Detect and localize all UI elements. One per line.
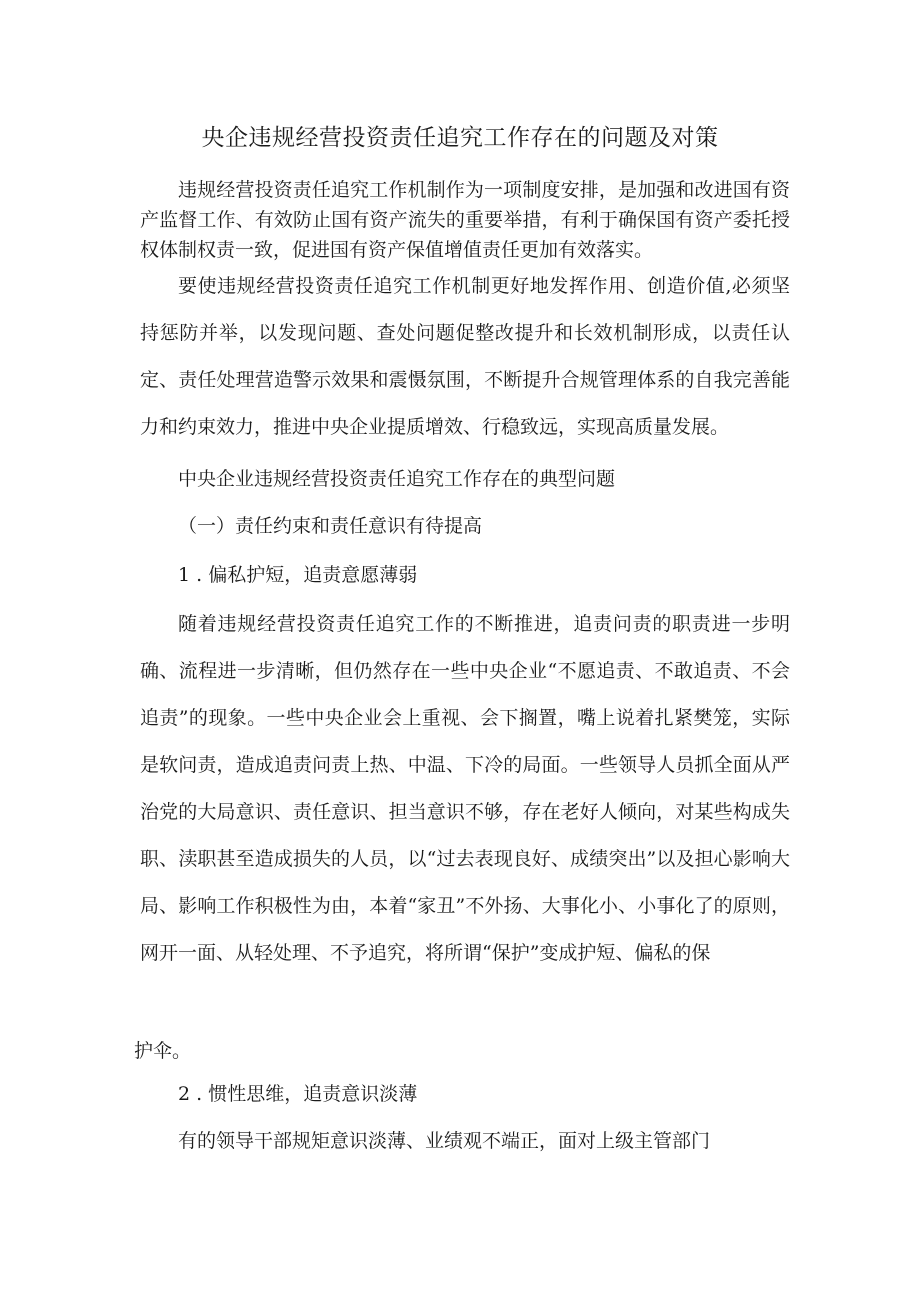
- document-title: 央企违规经营投资责任追究工作存在的问题及对策: [201, 125, 719, 151]
- intro-paragraph-2: 要使违规经营投资责任追究工作机制更好地发挥作用、创造价值,必须坚持惩防并举，以发现问题、查处问题促整改提升和长效机制形成，以责任认定、责任处理营造警示效果和震慑氛围，不断提升合规管理体系的自我完善能力和约束效力，推进中央企业提质增效、行稳致远，实现高质量发展。: [140, 275, 790, 438]
- intro-paragraph-1: 违规经营投资责任追究工作机制作为一项制度安排，是加强和改进国有资产监督工作、有效防止国有资产流失的重要举措，有利于确保国有资产委托授权体制权责一致，促进国有资产保值增值责任更加有效落实。: [140, 179, 790, 261]
- item-1-paragraph: 随着违规经营投资责任追究工作的不断推进，追责问责的职责进一步明确、流程进一步清晰，但仍然存在一些中央企业“不愿追责、不敢追责、不会追责”的现象。一些中央企业会上重视、会下搁置，嘴上说着扎紧樊笼，实际是软问责，造成追责问责上热、中温、下冷的局面。一些领导人员抓全面从严治党的大局意识、责任意识、担当意识不够，存在老好人倾向，对某些构成失职、渎职甚至造成损失的人员，以“过去表现良好、成绩突出”以及担心影响大局、影响工作积极性为由，本着“家丑”不外扬、大事化小、小事化了的原则，网开一面、从轻处理、不予追究，将所谓“保护”变成护短、偏私的保: [140, 613, 790, 964]
- item-1-heading: 1 . 偏私护短，追责意愿薄弱: [178, 564, 418, 586]
- section-heading: 中央企业违规经营投资责任追究工作存在的典型问题: [178, 468, 616, 490]
- item-2-heading: 2 . 惯性思维，追责意识淡薄: [178, 1083, 418, 1105]
- item-1-paragraph-tail: 护伞。: [134, 1040, 192, 1062]
- item-2-paragraph-start: 有的领导干部规矩意识淡薄、业绩观不端正，面对上级主管部门: [178, 1130, 711, 1152]
- subsection-1-heading: （一）责任约束和责任意识有待提高: [178, 515, 483, 537]
